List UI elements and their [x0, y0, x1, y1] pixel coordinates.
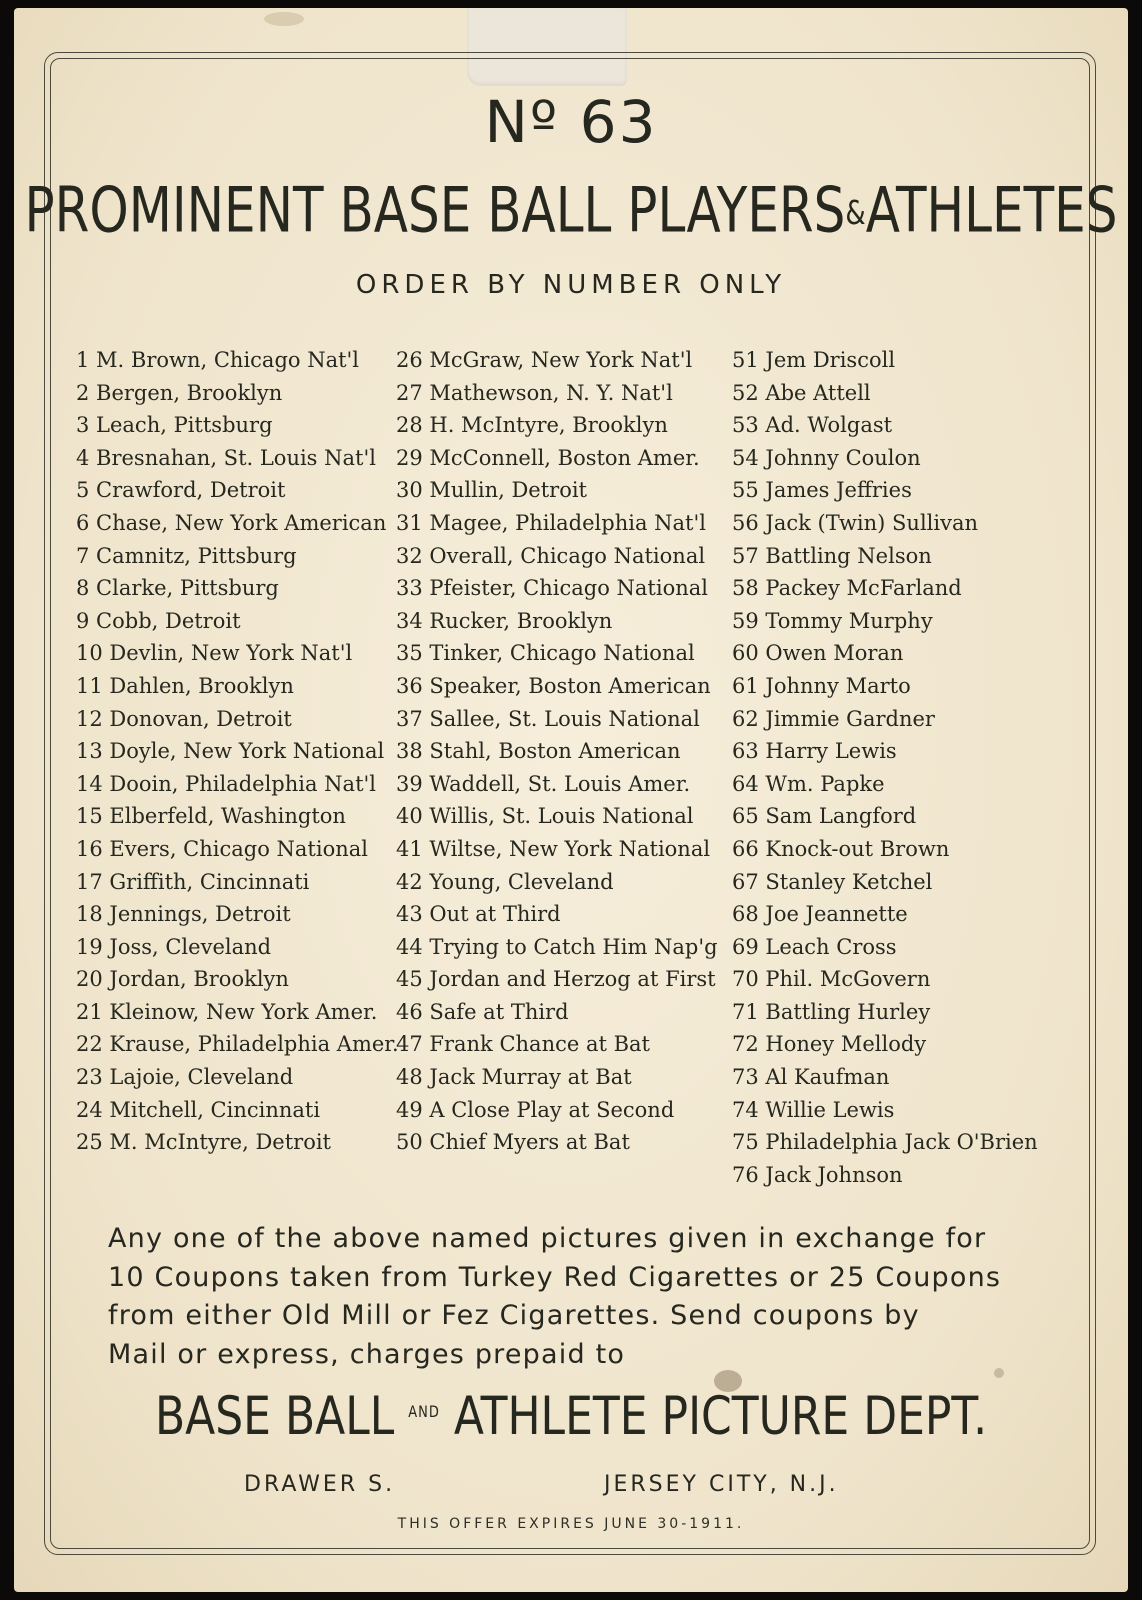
offer-line: Mail or express, charges prepaid to: [108, 1338, 626, 1370]
list-item: 24 Mitchell, Cincinnati: [76, 1097, 321, 1122]
list-item: 20 Jordan, Brooklyn: [76, 967, 289, 992]
list-item: 5 Crawford, Detroit: [76, 478, 286, 503]
offer-text: [108, 1220, 1068, 1374]
list-item: 4 Bresnahan, St. Louis Nat'l: [76, 445, 376, 470]
list-item: 63 Harry Lewis: [732, 739, 897, 764]
list-item: 39 Waddell, St. Louis Amer.: [396, 771, 691, 796]
list-item: 32 Overall, Chicago National: [396, 543, 706, 568]
list-item: 3 Leach, Pittsburg: [76, 413, 273, 438]
list-item: 45 Jordan and Herzog at First: [396, 967, 716, 992]
list-item: 44 Trying to Catch Him Nap'g: [396, 934, 718, 959]
card-number: Nº 63: [484, 88, 658, 156]
list-item: 62 Jimmie Gardner: [732, 706, 935, 731]
list-item: 23 Lajoie, Cleveland: [76, 1065, 294, 1090]
list-item: 71 Battling Hurley: [732, 999, 931, 1024]
list-item: 2 Bergen, Brooklyn: [76, 380, 283, 405]
list-item: 66 Knock-out Brown: [732, 836, 950, 861]
list-item: 35 Tinker, Chicago National: [396, 641, 695, 666]
list-item: 8 Clarke, Pittsburg: [76, 576, 279, 601]
list-item: 13 Doyle, New York National: [76, 739, 385, 764]
dept-right: ATHLETE PICTURE DEPT.: [453, 1386, 988, 1448]
list-item: 16 Evers, Chicago National: [76, 836, 368, 861]
list-item: 29 McConnell, Boston Amer.: [396, 445, 700, 470]
list-item: 9 Cobb, Detroit: [76, 608, 241, 633]
list-item: 21 Kleinow, New York Amer.: [76, 999, 378, 1024]
list-item: 48 Jack Murray at Bat: [396, 1065, 632, 1090]
list-item: 12 Donovan, Detroit: [76, 706, 292, 731]
list-item: 27 Mathewson, N. Y. Nat'l: [396, 380, 673, 405]
dept-left: BASE BALL: [154, 1386, 395, 1448]
list-item: 76 Jack Johnson: [732, 1162, 903, 1187]
list-item: 15 Elberfeld, Washington: [76, 804, 346, 829]
list-item: 60 Owen Moran: [732, 641, 904, 666]
list-item: 53 Ad. Wolgast: [732, 413, 893, 438]
list-item: 30 Mullin, Detroit: [396, 478, 587, 503]
list-item: 46 Safe at Third: [396, 999, 569, 1024]
list-item: 72 Honey Mellody: [732, 1032, 927, 1057]
main-title-text: PROMINENT BASE BALL PLAYERS: [24, 174, 846, 247]
list-item: 7 Camnitz, Pittsburg: [76, 543, 297, 568]
offer-line: 10 Coupons taken from Turkey Red Cigarettes or 25 Coupons: [108, 1261, 1002, 1293]
player-list-column-3: [732, 344, 1038, 1191]
list-item: 69 Leach Cross: [732, 934, 897, 959]
list-item: 51 Jem Driscoll: [732, 348, 896, 372]
card-back: [14, 8, 1128, 1592]
list-item: 14 Dooin, Philadelphia Nat'l: [76, 771, 377, 796]
list-item: 52 Abe Attell: [732, 380, 871, 405]
list-item: 31 Magee, Philadelphia Nat'l: [396, 510, 706, 535]
list-item: 6 Chase, New York American: [76, 510, 387, 535]
list-item: 18 Jennings, Detroit: [76, 902, 291, 927]
list-item: 19 Joss, Cleveland: [76, 934, 272, 959]
list-item: 61 Johnny Marto: [732, 673, 911, 698]
main-title: [14, 174, 1128, 247]
list-item: 42 Young, Cleveland: [396, 869, 614, 894]
list-item: 75 Philadelphia Jack O'Brien: [732, 1130, 1038, 1155]
list-item: 40 Willis, St. Louis National: [396, 804, 694, 829]
player-list-column-1: [76, 344, 399, 1159]
list-item: 37 Sallee, St. Louis National: [396, 706, 700, 731]
list-item: 67 Stanley Ketchel: [732, 869, 933, 894]
list-item: 26 McGraw, New York Nat'l: [396, 348, 693, 372]
main-title-end: ATHLETES: [865, 174, 1118, 247]
list-item: 43 Out at Third: [396, 902, 561, 927]
list-item: 55 James Jeffries: [732, 478, 912, 503]
list-item: 33 Pfeister, Chicago National: [396, 576, 708, 601]
department-name: [14, 1386, 1128, 1447]
list-item: 36 Speaker, Boston American: [396, 673, 711, 698]
list-item: 56 Jack (Twin) Sullivan: [732, 510, 979, 535]
subtitle: ORDER BY NUMBER ONLY: [355, 270, 787, 300]
list-item: 54 Johnny Coulon: [732, 445, 921, 470]
stain-mark: [264, 12, 304, 26]
list-item: 41 Wiltse, New York National: [396, 836, 711, 861]
dept-and: AND: [408, 1404, 440, 1422]
title-ampersand: &: [845, 195, 866, 233]
address-city: JERSEY CITY, N.J.: [604, 1472, 839, 1497]
offer-line: from either Old Mill or Fez Cigarettes. Send coupons by: [108, 1300, 920, 1331]
player-list-column-2: [396, 344, 718, 1159]
list-item: 17 Griffith, Cincinnati: [76, 869, 310, 894]
list-item: 22 Krause, Philadelphia Amer.: [76, 1032, 399, 1057]
list-item: 25 M. McIntyre, Detroit: [76, 1130, 331, 1155]
list-item: 58 Packey McFarland: [732, 576, 962, 601]
list-item: 57 Battling Nelson: [732, 543, 932, 568]
list-item: 59 Tommy Murphy: [732, 608, 933, 633]
list-item: 68 Joe Jeannette: [732, 902, 908, 927]
list-item: 28 H. McIntyre, Brooklyn: [396, 413, 668, 438]
list-item: 11 Dahlen, Brooklyn: [76, 673, 294, 698]
offer-line: Any one of the above named pictures given in exchange for: [108, 1223, 987, 1254]
address-drawer: DRAWER S.: [244, 1472, 396, 1497]
list-item: 73 Al Kaufman: [732, 1065, 890, 1090]
list-item: 38 Stahl, Boston American: [396, 739, 681, 764]
list-item: 50 Chief Myers at Bat: [396, 1130, 630, 1155]
list-item: 74 Willie Lewis: [732, 1097, 895, 1122]
offer-expiration: THIS OFFER EXPIRES JUNE 30-1911.: [397, 1516, 745, 1532]
list-item: 49 A Close Play at Second: [396, 1097, 675, 1122]
list-item: 64 Wm. Papke: [732, 771, 885, 796]
list-item: 70 Phil. McGovern: [732, 967, 931, 992]
list-item: 65 Sam Langford: [732, 804, 917, 829]
list-item: 34 Rucker, Brooklyn: [396, 608, 613, 633]
list-item: 47 Frank Chance at Bat: [396, 1032, 650, 1057]
list-item: 10 Devlin, New York Nat'l: [76, 641, 353, 666]
list-item: 1 M. Brown, Chicago Nat'l: [76, 348, 360, 372]
